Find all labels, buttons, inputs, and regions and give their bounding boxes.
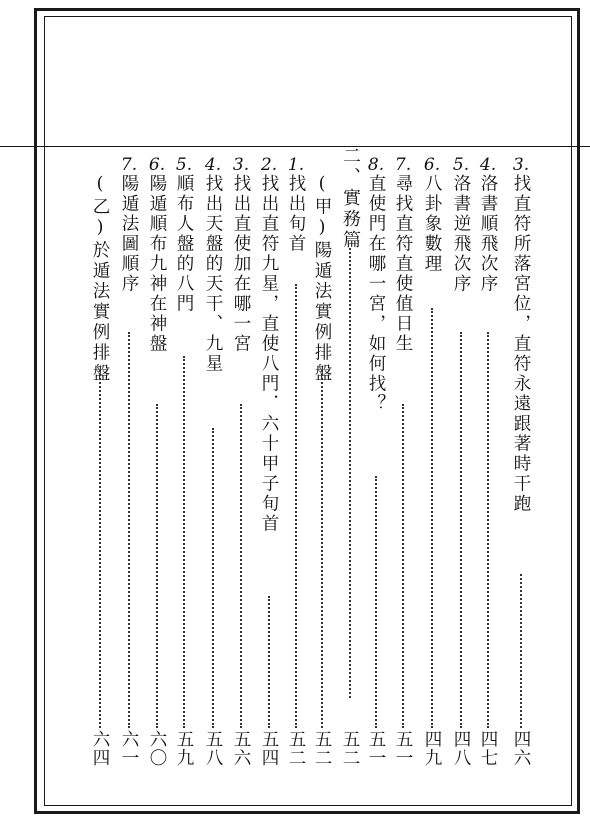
toc-part-heading[interactable]	[338, 128, 362, 767]
entry-page: 五九	[174, 730, 194, 767]
dot-leader	[520, 574, 522, 728]
dot-leader	[240, 404, 242, 728]
entry-title: 洛書逆飛次序	[451, 174, 471, 294]
entry-title: 找出直符九星，直使八門．六十甲子旬首	[259, 174, 279, 534]
entry-page: 五一	[366, 730, 386, 767]
toc-entry[interactable]	[172, 156, 196, 776]
dot-leader	[375, 476, 377, 728]
entry-number	[88, 156, 112, 174]
entry-number	[338, 128, 362, 146]
entry-title: 陽遁法圖順序	[119, 174, 139, 294]
entry-title: 找出天盤的天干、九星	[203, 174, 223, 374]
entry-page: 四九	[422, 730, 442, 767]
toc-subsection[interactable]	[88, 156, 112, 776]
entry-title: 順布人盤的八門	[174, 174, 194, 314]
entry-number: 3.	[232, 155, 250, 175]
part-title: 二、實務篇	[340, 146, 361, 251]
dot-leader	[460, 332, 462, 728]
entry-page: 四八	[451, 730, 471, 767]
toc-entry[interactable]	[420, 156, 444, 776]
entry-page: 六一	[119, 730, 139, 767]
toc-entry[interactable]	[229, 156, 253, 776]
entry-number: 7.	[394, 155, 412, 175]
dot-leader	[487, 332, 489, 728]
entry-page: 六〇	[147, 730, 167, 767]
toc-entry[interactable]	[476, 156, 500, 776]
entry-number: 4.	[204, 155, 222, 175]
dot-leader	[321, 370, 323, 728]
dot-leader	[431, 308, 433, 728]
entry-page: 五八	[203, 730, 223, 767]
entry-number: 2.	[260, 155, 278, 175]
entry-title: 八卦象數理	[422, 174, 442, 274]
entry-title: 找直符所落宮位，直符永遠跟著時干跑	[511, 174, 531, 514]
entry-number	[310, 156, 334, 174]
entry-number: 5.	[175, 155, 193, 175]
toc-entry[interactable]	[509, 156, 533, 776]
toc-entry[interactable]	[284, 156, 308, 776]
entry-title: 找出直使加在哪一宮	[231, 174, 251, 354]
entry-title: 尋找直符直使值日生	[393, 174, 413, 354]
entry-page: 五二	[340, 730, 360, 767]
toc-entry[interactable]	[145, 156, 169, 776]
toc-entry[interactable]	[364, 156, 388, 776]
dot-leader	[128, 332, 130, 728]
entry-page: 五六	[231, 730, 251, 767]
entry-title: 找出旬首	[286, 174, 306, 254]
toc-entry[interactable]	[201, 156, 225, 776]
subsection-title: (乙)於遁法實例排盤	[90, 174, 110, 384]
dot-leader	[295, 284, 297, 728]
dot-leader	[99, 370, 101, 728]
entry-number: 5.	[452, 155, 470, 175]
entry-page: 五二	[286, 730, 306, 767]
entry-number: 3.	[512, 155, 530, 175]
toc-entry[interactable]	[391, 156, 415, 776]
dot-leader	[349, 248, 351, 698]
dot-leader	[402, 404, 404, 728]
toc-entry[interactable]	[449, 156, 473, 776]
entry-number: 8.	[367, 155, 385, 175]
toc-subsection[interactable]	[310, 156, 334, 776]
entry-number: 1.	[287, 155, 305, 175]
subsection-title: (甲)陽遁法實例排盤	[312, 174, 332, 384]
entry-number: 6.	[423, 155, 441, 175]
entry-page: 四六	[511, 730, 531, 767]
entry-title: 直使門在哪一宮，如何找？	[366, 174, 386, 414]
entry-page: 五四	[259, 730, 279, 767]
dot-leader	[183, 356, 185, 728]
toc-entry[interactable]	[117, 156, 141, 776]
dot-leader	[212, 428, 214, 728]
toc-entry[interactable]	[257, 156, 281, 776]
entry-page: 四七	[478, 730, 498, 767]
horizontal-rule	[0, 146, 590, 147]
dot-leader	[156, 404, 158, 728]
entry-page: 五一	[393, 730, 413, 767]
dot-leader	[268, 596, 270, 728]
entry-page: 五二	[312, 730, 332, 767]
entry-page: 六四	[90, 730, 110, 767]
entry-title: 陽遁順布九神在神盤	[147, 174, 167, 354]
entry-number: 7.	[120, 155, 138, 175]
entry-number: 6.	[148, 155, 166, 175]
entry-number: 4.	[479, 155, 497, 175]
entry-title: 洛書順飛次序	[478, 174, 498, 294]
